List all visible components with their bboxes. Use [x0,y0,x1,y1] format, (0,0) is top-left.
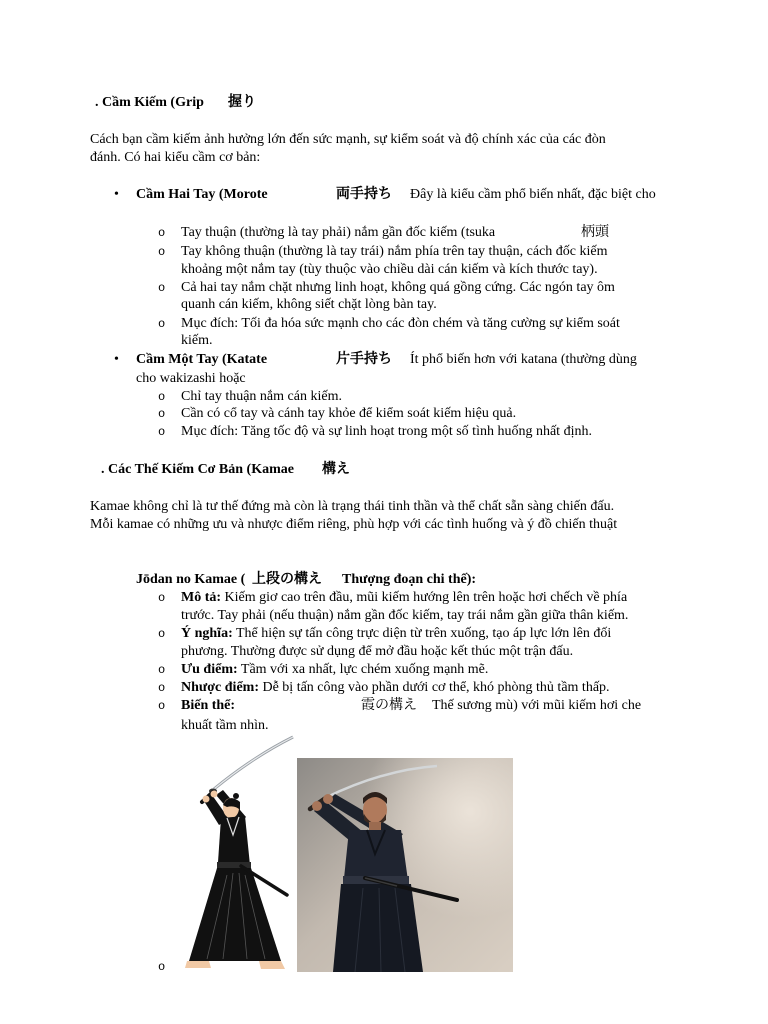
jodan-point-continued: khuất tầm nhìn. [181,718,269,733]
one-hand-grip-japanese: 片手持ち [336,352,392,367]
kamae-intro-line: Kamae không chỉ là tư thế đứng mà còn là trạng thái tinh thần và thể chất sẵn sàng chiến đấu. [90,499,615,514]
jodan-point-label: Mô tả: [181,590,222,605]
jodan-title-japanese: 上段の構え [252,572,322,587]
two-hand-point: Tay không thuận (thường là tay trái) nắm phía trên tay thuận, cách đốc kiếm [181,244,608,259]
two-hand-point: Cả hai tay nắm chặt nhưng linh hoạt, không quá gồng cứng. Các ngón tay ôm [181,280,615,295]
jodan-point-label: Biến thể: [181,698,236,713]
jodan-point-text: Dễ bị tấn công vào phần dưới cơ thể, khó phòng thủ tầm thấp. [262,680,610,695]
two-hand-point: Mục đích: Tối đa hóa sức mạnh cho các đòn chém và tăng cường sự kiểm soát [181,316,620,331]
kamae-heading: . Các Thế Kiếm Cơ Bản (Kamae [101,462,294,477]
jodan-point-text: Kiếm giơ cao trên đầu, mũi kiếm hướng lên trên hoặc hơi chếch về phía [224,590,628,605]
two-hand-point: Tay thuận (thường là tay phải) nắm gần đốc kiếm (tsuka [181,225,496,240]
kamae-intro-line: Mỗi kamae có những ưu và nhược điểm riêng, phù hợp với các tình huống và ý đồ chiến thuật [90,517,618,532]
jodan-meaning [181,625,611,643]
grip-intro-line: đánh. Có hai kiểu cầm cơ bản: [90,150,261,165]
bullet-marker [114,351,119,369]
jodan-disadvantage [181,679,610,697]
bullet-marker [114,186,119,204]
sub-bullet-marker [158,279,165,297]
sub-bullet-marker [158,679,165,697]
one-hand-grip-description: Ít phổ biến hơn với katana (thường dùng [410,352,637,367]
one-hand-point: Cần có cổ tay và cánh tay khỏe để kiểm soát kiếm hiệu quả. [181,406,517,421]
two-hand-point-japanese: 柄頭 [581,225,609,240]
jodan-point-label: Ý nghĩa: [181,626,233,641]
jodan-point-text: Thể hiện sự tấn công trực diện từ trên xuống, tạo áp lực lớn lên đối [235,626,612,641]
grip-heading: . Cầm Kiếm (Grip [95,95,204,110]
one-hand-grip-title: Cầm Một Tay (Katate [136,352,268,367]
sub-bullet-marker [158,388,165,406]
sub-bullet-marker [158,315,165,333]
jodan-point-text: Tầm với xa nhất, lực chém xuống mạnh mẽ. [240,662,489,677]
jodan-advantage [181,661,488,679]
jodan-point-continued: phương. Thường được sử dụng để mở đầu hoặc kết thúc một trận đấu. [181,644,574,659]
sub-bullet-marker [158,224,165,242]
grip-heading-japanese: 握り [228,95,256,110]
one-hand-point: Mục đích: Tăng tốc độ và sự linh hoạt trong một số tình huống nhất định. [181,424,592,439]
sub-bullet-marker [158,625,165,643]
grip-intro-line: Cách bạn cầm kiếm ảnh hưởng lớn đến sức mạnh, sự kiểm soát và độ chính xác của các đòn [90,132,606,147]
sub-bullet-marker [158,589,165,607]
jodan-photo [297,758,513,972]
sub-bullet-marker [158,697,165,715]
two-hand-grip-title: Cầm Hai Tay (Morote [136,187,268,202]
jodan-variant-text: Thế sương mù) với mũi kiếm hơi che [432,698,642,713]
two-hand-point-continued: kiếm. [181,333,213,348]
sub-bullet-marker [158,405,165,423]
jodan-point-label: Nhược điểm: [181,680,259,695]
sub-bullet-marker [158,423,165,441]
samurai-cartoon-image [183,735,295,975]
jodan-title: Jōdan no Kamae ( [136,572,246,587]
samurai-photo-image [297,758,513,972]
two-hand-point-continued: khoảng một nắm tay (tùy thuộc vào chiều dài cán kiếm và kích thước tay). [181,262,598,277]
two-hand-grip-description: Đây là kiểu cầm phổ biến nhất, đặc biệt cho [410,187,656,202]
two-hand-grip-japanese: 両手持ち [336,187,392,202]
sub-bullet-marker [158,243,165,261]
sub-bullet-marker [158,958,165,976]
jodan-description [181,589,627,607]
jodan-title-vietnamese: Thượng đoạn chi thế): [342,572,477,587]
jodan-variant-japanese: 霞の構え [361,698,417,713]
sub-bullet-marker [158,661,165,679]
jodan-point-continued: trước. Tay phải (nếu thuận) nắm gần đốc kiếm, tay trái nắm gần giữa thân kiếm. [181,608,629,623]
one-hand-grip-description-continued: cho wakizashi hoặc [136,371,246,386]
jodan-point-label: Ưu điểm: [181,662,238,677]
two-hand-point-continued: quanh cán kiếm, không siết chặt lòng bàn tay. [181,297,437,312]
kamae-heading-japanese: 構え [322,462,350,477]
one-hand-point: Chỉ tay thuận nắm cán kiếm. [181,389,342,404]
jodan-illustration [183,735,295,975]
